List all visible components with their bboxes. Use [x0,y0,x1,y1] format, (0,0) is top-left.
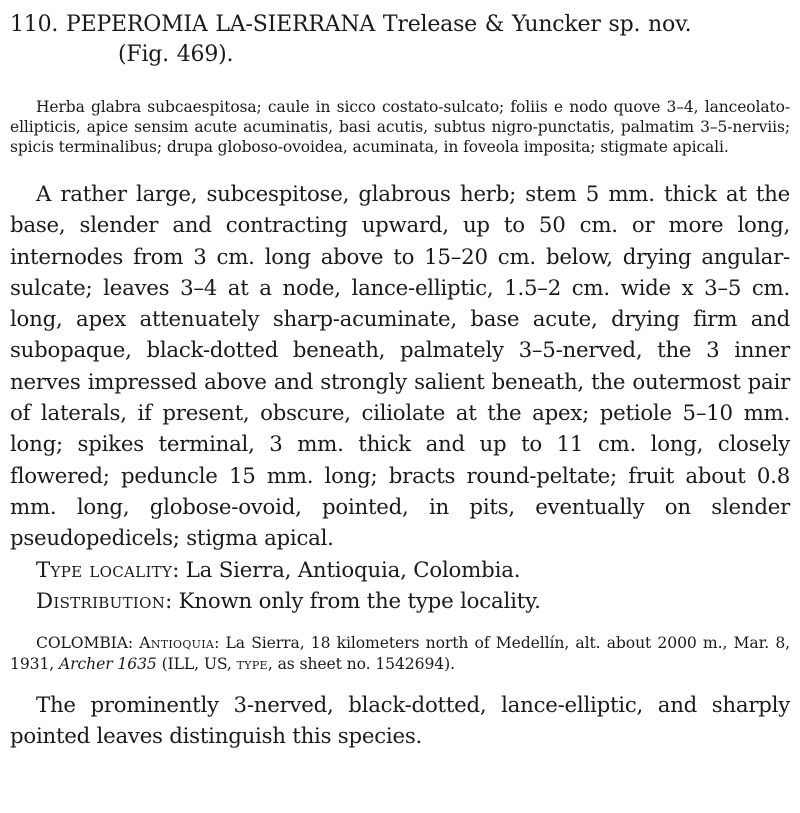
type-locality-label: Type locality [36,557,173,583]
species-heading [10,10,790,70]
heading-line-1: 110. PEPEROMIA LA-SIERRANA Trelease & Yuncker sp. nov. [10,12,692,37]
specimen-locality: : La Sierra, 18 kilometers north of Medellín, alt. about 2000 m., Mar. 8, 1931, [10,633,790,673]
specimen-separator: : [127,633,140,652]
latin-diagnosis [10,97,790,157]
distribution-label: Distribution [36,588,166,614]
specimen-citation [10,633,790,675]
type-locality-value: : La Sierra, Antioquia, Colombia. [172,557,521,583]
distribution [10,586,790,617]
english-description [10,179,790,555]
diagnostic-note [10,690,790,753]
heading-line-2: (Fig. 469). [118,42,234,67]
specimen-collector: Archer 1635 [59,654,157,673]
specimen-herbaria: (ILL, US, [156,654,237,673]
specimen-sheet: , as sheet no. 1542694). [267,654,455,673]
distribution-value: : Known only from the type locality. [165,588,541,614]
specimen-country: COLOMBIA [36,633,128,652]
description-text: A rather large, subcespitose, glabrous herb; stem 5 mm. thick at the base, slender and contracting upward, up to 50 cm. or more long, internodes from 3 cm. long above to 15–20 cm. below, drying angular-sulcate; leaves 3–4 at a node, lance-elliptic, 1.5–2 cm. wide x 3–5 cm. long, apex attenuately sharp-acuminate, base acute, drying firm and subopaque, black-dotted beneath, palmately 3–5-nerved, the 3 inner nerves impressed above and strongly salient beneath, the outermost pair of laterals, if present, obscure, ciliolate at the apex; petiole 5–10 mm. long; spikes terminal, 3 mm. thick and up to 11 cm. long, closely flowered; peduncle 15 mm. long; bracts round-peltate; fruit about 0.8 mm. long, globose-ovoid, pointed, in pits, eventually on slender pseudopedicels; stigma apical. [10,182,790,552]
specimen-type-word: type [236,654,268,673]
note-text: The prominently 3-nerved, black-dotted, lance-elliptic, and sharply pointed leaves distinguish this species. [10,692,790,749]
specimen-department: Antioquia [139,633,215,652]
latin-diagnosis-text: Herba glabra subcaespitosa; caule in sicco costato-sulcato; foliis e nodo quove 3–4, lanceolato-ellipticis, apice sensim acute acuminatis, basi acutis, subtus nigro-punctatis, palmatim 3–5-nerviis; spicis terminalibus; drupa globoso-ovoidea, acuminata, in foveola imposita; stigmate apicali. [10,98,790,156]
type-locality [10,555,790,586]
